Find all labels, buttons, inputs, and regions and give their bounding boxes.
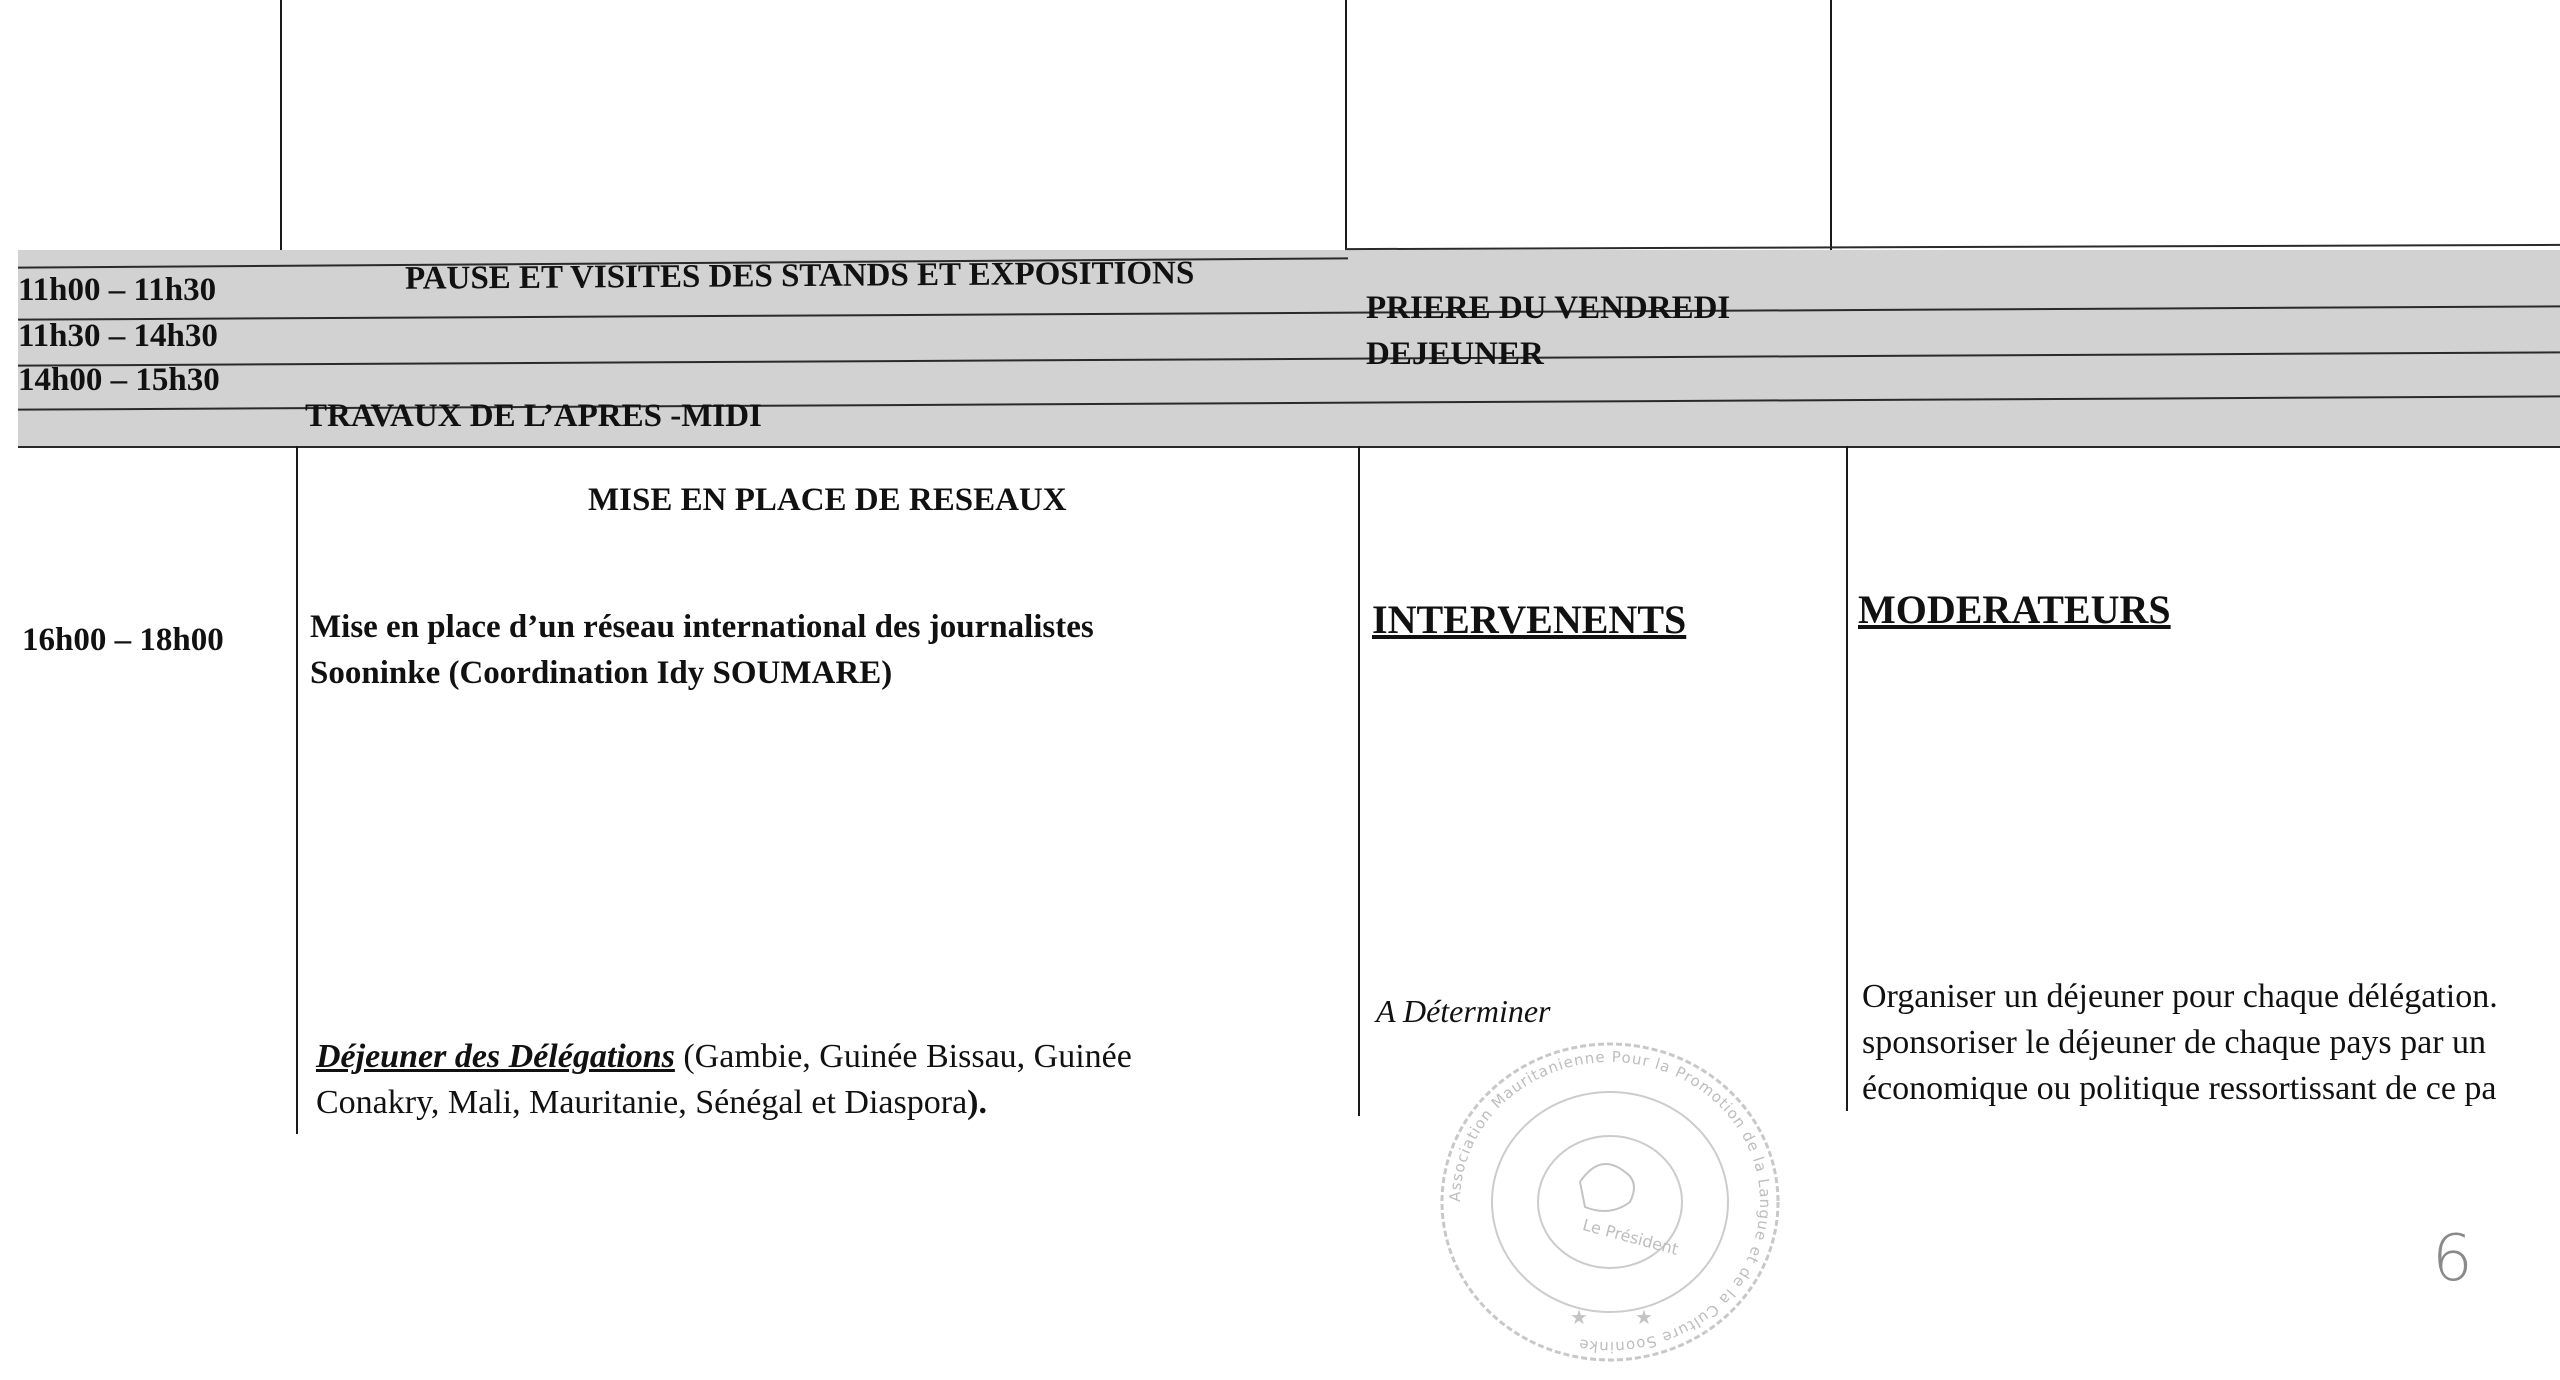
dejeuner-activity: DEJEUNER [1366,336,1544,372]
section-title: MISE EN PLACE DE RESEAUX [588,482,1067,518]
column-divider-1-bottom [296,446,298,1134]
stamp-outer-text: Association Mauritanienne Pour la Promotion de la Langue et de la Culture Sooninke [1445,1047,1775,1357]
moderateur-line3: économique ou politique ressortissant de ce pa [1862,1070,2497,1107]
column-divider-3-bottom [1846,446,1848,1111]
time-label-1: 11h00 – 11h30 [18,272,217,308]
afternoon-title: TRAVAUX DE L’APRES -MIDI [305,398,762,434]
pause-activity: PAUSE ET VISITES DES STANDS ET EXPOSITIONS [404,255,1195,297]
stamp-inner-text: Le Président [1580,1215,1681,1259]
dejeuner-text-end: ). [967,1084,987,1121]
svg-text:Association Mauritanienne Pour [1446,1048,1774,1356]
moderateur-line2: sponsoriser le déjeuner de chaque pays par un [1862,1024,2487,1061]
dejeuner-text-line1: (Gambie, Guinée Bissau, Guinée [674,1038,1132,1075]
time-label-3: 14h00 – 15h30 [18,362,220,398]
dejeuner-delegations-line2 [316,1078,987,1128]
page-number: 6 [2432,1222,2473,1296]
stamp-star-icon-2: ★ [1635,1305,1653,1329]
network-item-line1: Mise en place d’un réseau international des journalistes [310,609,1094,645]
dejeuner-text-line2: Conakry, Mali, Mauritanie, Sénégal et Diaspora [316,1084,968,1121]
stamp-star-icon: ★ [1570,1305,1588,1329]
intervenants-heading: INTERVENENTS [1372,597,1687,642]
moderateurs-heading: MODERATEURS [1858,587,2171,632]
association-stamp [1430,1032,1790,1372]
dejeuner-delegations [316,1032,1132,1082]
priere-activity: PRIERE DU VENDREDI [1366,290,1731,326]
intervenant-value: A Déterminer [1376,993,1551,1029]
moderateur-line1: Organiser un déjeuner pour chaque délégation. [1862,978,2498,1015]
session-time: 16h00 – 18h00 [22,622,224,658]
dejeuner-label: Déjeuner des Délégations [316,1038,675,1075]
time-label-2: 11h30 – 14h30 [18,318,218,354]
column-divider-2-bottom [1358,446,1360,1116]
row-line-5 [18,446,2560,448]
network-item-line2: Sooninke (Coordination Idy SOUMARE) [310,655,893,691]
